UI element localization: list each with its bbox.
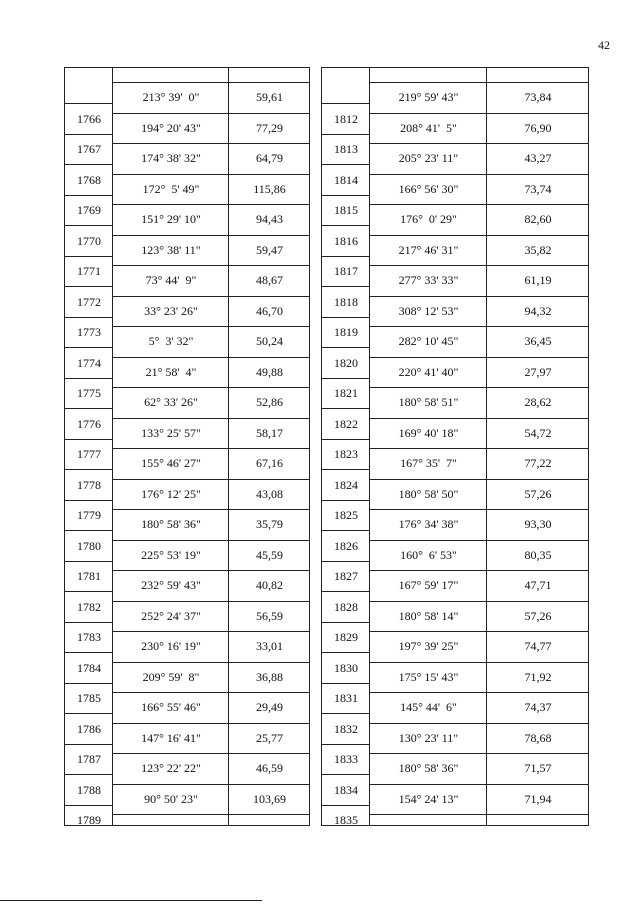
length-cell: 35,79 [256, 517, 283, 532]
angle-cell: 151° 29' 10" [141, 212, 201, 227]
angle-cell: 205° 23' 11" [398, 151, 459, 166]
station-cell: 1788 [77, 782, 101, 797]
station-cell: 1771 [77, 264, 101, 278]
angle-cell: 175° 15' 43" [398, 669, 459, 684]
length-cell: 46,59 [256, 761, 283, 776]
angle-cell: 33° 23' 26" [144, 303, 198, 318]
station-cell: 1776 [77, 416, 101, 431]
length-cell: 71,94 [524, 791, 552, 806]
station-cell: 1773 [77, 325, 101, 339]
length-cell: 80,35 [524, 547, 552, 562]
length-cell: 82,60 [524, 212, 552, 227]
length-cell: 45,59 [256, 547, 283, 562]
angle-cell: 176° 34' 38" [398, 517, 459, 532]
station-cell: 1828 [334, 599, 358, 614]
angle-cell: 252° 24' 37" [141, 608, 201, 623]
angle-cell: 277° 33' 33" [398, 273, 459, 288]
angle-cell: 180° 58' 51" [398, 395, 459, 410]
angle-cell: 167° 59' 17" [398, 578, 459, 593]
station-cell: 1779 [77, 508, 101, 522]
angle-cell: 194° 20' 43" [141, 120, 201, 135]
station-cell: 1789 [77, 813, 101, 827]
angle-cell: 130° 23' 11" [398, 730, 459, 745]
length-cell: 73,84 [524, 90, 552, 105]
station-cell: 1775 [77, 386, 101, 400]
angle-cell: 180° 58' 36" [141, 517, 201, 532]
station-cell: 1784 [77, 660, 101, 675]
length-cell: 61,19 [524, 273, 552, 288]
traverse-table-left [64, 67, 310, 826]
length-cell: 36,88 [256, 669, 283, 684]
angle-cell: 123° 38' 11" [141, 242, 201, 257]
length-cell: 77,29 [256, 120, 283, 135]
angle-cell: 133° 25' 57" [141, 425, 201, 440]
angle-cell: 176° 12' 25" [141, 486, 201, 501]
angle-cell: 154° 24' 13" [398, 791, 459, 806]
station-cell: 1777 [77, 447, 101, 461]
station-cell: 1786 [77, 721, 101, 736]
angle-cell: 213° 39' 0" [142, 90, 200, 105]
angle-cell: 172° 5' 49" [142, 181, 200, 196]
length-cell: 74,37 [524, 700, 552, 715]
length-cell: 27,97 [524, 364, 552, 379]
length-cell: 43,08 [256, 486, 283, 501]
station-cell: 1778 [77, 477, 101, 492]
length-cell: 71,92 [524, 669, 552, 684]
station-cell: 1821 [334, 386, 358, 400]
station-cell: 1770 [77, 233, 101, 248]
station-cell: 1769 [77, 203, 101, 217]
angle-cell: 21° 58' 4" [145, 364, 197, 379]
length-cell: 71,57 [524, 761, 552, 776]
station-cell: 1834 [334, 782, 358, 797]
station-cell: 1781 [77, 569, 101, 583]
length-cell: 40,82 [256, 578, 283, 593]
station-cell: 1815 [334, 203, 358, 217]
station-cell: 1825 [334, 508, 358, 522]
length-cell: 73,74 [524, 181, 552, 196]
traverse-table-right [321, 67, 589, 826]
angle-cell: 180° 58' 14" [398, 608, 459, 623]
length-cell: 57,26 [524, 608, 552, 623]
station-cell: 1768 [77, 172, 101, 187]
angle-cell: 123° 22' 22" [141, 761, 201, 776]
angle-cell: 180° 58' 36" [398, 761, 459, 776]
station-cell: 1814 [334, 172, 358, 187]
length-cell: 94,32 [524, 303, 552, 318]
length-cell: 29,49 [256, 700, 283, 715]
length-cell: 36,45 [524, 334, 552, 349]
station-cell: 1774 [77, 355, 101, 370]
length-cell: 56,59 [256, 608, 283, 623]
station-cell: 1832 [334, 721, 358, 736]
length-cell: 33,01 [256, 639, 283, 654]
station-cell: 1829 [334, 630, 358, 644]
length-cell: 115,86 [253, 181, 286, 196]
station-cell: 1831 [334, 691, 358, 705]
angle-cell: 232° 59' 43" [141, 578, 201, 593]
station-cell: 1833 [334, 752, 358, 766]
angle-cell: 5° 3' 32" [148, 334, 194, 349]
angle-cell: 147° 16' 41" [141, 730, 201, 745]
station-cell: 1823 [334, 447, 358, 461]
station-cell: 1785 [77, 691, 101, 705]
length-cell: 94,43 [256, 212, 283, 227]
angle-cell: 219° 59' 43" [398, 90, 459, 105]
station-cell: 1824 [334, 477, 358, 492]
station-cell: 1816 [334, 233, 358, 248]
station-cell: 1826 [334, 538, 358, 553]
angle-cell: 73° 44' 9" [145, 273, 197, 288]
station-cell: 1812 [334, 111, 358, 126]
station-cell: 1819 [334, 325, 358, 339]
angle-cell: 167° 35' 7" [400, 456, 457, 471]
length-cell: 76,90 [524, 120, 552, 135]
angle-cell: 209° 59' 8" [142, 669, 200, 684]
station-cell: 1817 [334, 264, 358, 278]
angle-cell: 225° 53' 19" [141, 547, 201, 562]
angle-cell: 166° 55' 46" [141, 700, 201, 715]
length-cell: 58,17 [256, 425, 283, 440]
length-cell: 28,62 [524, 395, 552, 410]
angle-cell: 197° 39' 25" [398, 639, 459, 654]
station-cell: 1827 [334, 569, 358, 583]
length-cell: 77,22 [524, 456, 552, 471]
length-cell: 49,88 [256, 364, 283, 379]
station-cell: 1766 [77, 111, 101, 126]
angle-cell: 174° 38' 32" [141, 151, 201, 166]
angle-cell: 90° 50' 23" [144, 791, 198, 806]
station-cell: 1820 [334, 355, 358, 370]
angle-cell: 217° 46' 31" [398, 242, 459, 257]
length-cell: 43,27 [524, 151, 552, 166]
length-cell: 103,69 [253, 791, 286, 806]
angle-cell: 169° 40' 18" [398, 425, 459, 440]
angle-cell: 62° 33' 26" [144, 395, 198, 410]
station-cell: 1787 [77, 752, 101, 766]
length-cell: 48,67 [256, 273, 283, 288]
station-cell: 1813 [334, 142, 358, 156]
angle-cell: 230° 16' 19" [141, 639, 201, 654]
station-cell: 1782 [77, 599, 101, 614]
angle-cell: 282° 10' 45" [398, 334, 459, 349]
length-cell: 59,47 [256, 242, 283, 257]
length-cell: 50,24 [256, 334, 283, 349]
station-cell: 1830 [334, 660, 358, 675]
footnote-rule [0, 900, 262, 901]
angle-cell: 176° 0' 29" [400, 212, 457, 227]
length-cell: 46,70 [256, 303, 283, 318]
length-cell: 64,79 [256, 151, 283, 166]
station-cell: 1818 [334, 294, 358, 309]
angle-cell: 180° 58' 50" [398, 486, 459, 501]
length-cell: 74,77 [524, 639, 552, 654]
length-cell: 35,82 [524, 242, 552, 257]
length-cell: 59,61 [256, 90, 283, 105]
station-cell: 1767 [77, 142, 101, 156]
station-cell: 1780 [77, 538, 101, 553]
length-cell: 78,68 [524, 730, 552, 745]
angle-cell: 145° 44' 6" [400, 700, 457, 715]
angle-cell: 155° 46' 27" [141, 456, 201, 471]
length-cell: 57,26 [524, 486, 552, 501]
angle-cell: 160° 6' 53" [400, 547, 457, 562]
length-cell: 47,71 [524, 578, 552, 593]
station-cell: 1783 [77, 630, 101, 644]
station-cell: 1835 [334, 813, 358, 827]
length-cell: 93,30 [524, 517, 552, 532]
page-number: 42 [598, 38, 610, 52]
angle-cell: 166° 56' 30" [398, 181, 459, 196]
length-cell: 54,72 [524, 425, 552, 440]
length-cell: 52,86 [256, 395, 283, 410]
length-cell: 67,16 [256, 456, 283, 471]
angle-cell: 208° 41' 5" [400, 120, 457, 135]
length-cell: 25,77 [256, 730, 283, 745]
angle-cell: 220° 41' 40" [398, 364, 459, 379]
angle-cell: 308° 12' 53" [398, 303, 459, 318]
station-cell: 1822 [334, 416, 358, 431]
station-cell: 1772 [77, 294, 101, 309]
